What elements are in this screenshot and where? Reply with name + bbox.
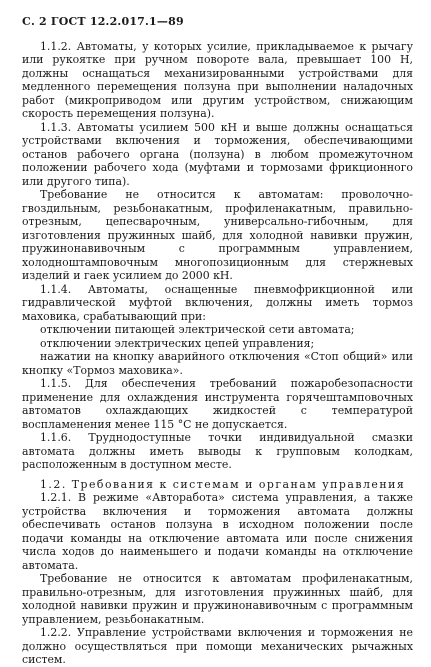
list-item-control-off: отключении электрических цепей управления; [40, 336, 315, 350]
paragraph-exception-1: Требование не относится к автоматам: проволочно-гвоздильным, резьбонакатным, профиленакатным, правильно-отрезным, цепесварочным, универсально-гибочным, для изготовления пружинных шайб, для холодной навивки пружин, пружинонавивочным с программным управлением, холодноштамповочным многопозиционным для стержневых изделий и гаек усилием до 2000 кН. [22, 188, 413, 282]
paragraph-1-1-4: 1.1.4. Автоматы, оснащенные пневмофрикционной или гидравлической муфтой включения, должны иметь тормоз маховика, срабатывающий при: [22, 282, 413, 323]
paragraph-1-1-3: 1.1.3. Автоматы усилием 500 кН и выше должны оснащаться устройствами включения и торможения, обеспечивающими останов рабочего органа (ползуна) в любом промежуточном положении рабочего хода (муфтами и тормозами фрикционного или другого типа). [22, 120, 413, 188]
paragraph-1-1-5: 1.1.5. Для обеспечения требований пожаробезопасности применение для охлаждения инструмента горячештамповочных автоматов охлаждающих жидкостей с температурой воспламенения менее 115 °С не допускается. [22, 377, 413, 431]
paragraph-1-2-2: 1.2.2. Управление устройствами включения и торможения не должно осуществляться при помощи механических рычажных систем. [22, 626, 413, 666]
paragraph-1-1-2: 1.1.2. Автоматы, у которых усилие, прикладываемое к рычагу или рукоятке при ручном повороте вала, превышает 100 Н, должны оснащаться механизированными устройствами для медленного перемещения ползуна при выполнении наладочных работ (микроприводом или другим устройством, снижающим скорость перемещения ползуна). [22, 39, 413, 120]
list-item-power-off: отключении питающей электрической сети автомата; [40, 323, 355, 336]
paragraph-1-2-1: 1.2.1. В режиме «Авторабота» система управления, а также устройства включения и торможения автомата должны обеспечивать останов ползуна в исходном положении после подачи команды на отключение автомата или после снижения числа ходов до наименьшего и подачи команды на отключение автомата. [22, 491, 413, 572]
section-heading-1-2: 1.2. Требования к системам и органам управления [40, 477, 406, 491]
paragraph-1-1-6: 1.1.6. Труднодоступные точки индивидуальной смазки автомата должны иметь выводы к групповым колодкам, расположенным в доступном месте. [22, 431, 413, 471]
page-header: С. 2 ГОСТ 12.2.017.1—89 [22, 15, 184, 28]
paragraph-exception-2: Требование не относится к автоматам профиленакатным, правильно-отрезным, для изготовления пружинных шайб, для холодной навивки пружин и пружинонавивочным с программным управлением, резьбонакатным. [22, 572, 413, 626]
list-item-emergency-button: нажатии на кнопку аварийного отключения «Стоп общий» или кнопку «Тормоз маховика». [22, 350, 413, 377]
